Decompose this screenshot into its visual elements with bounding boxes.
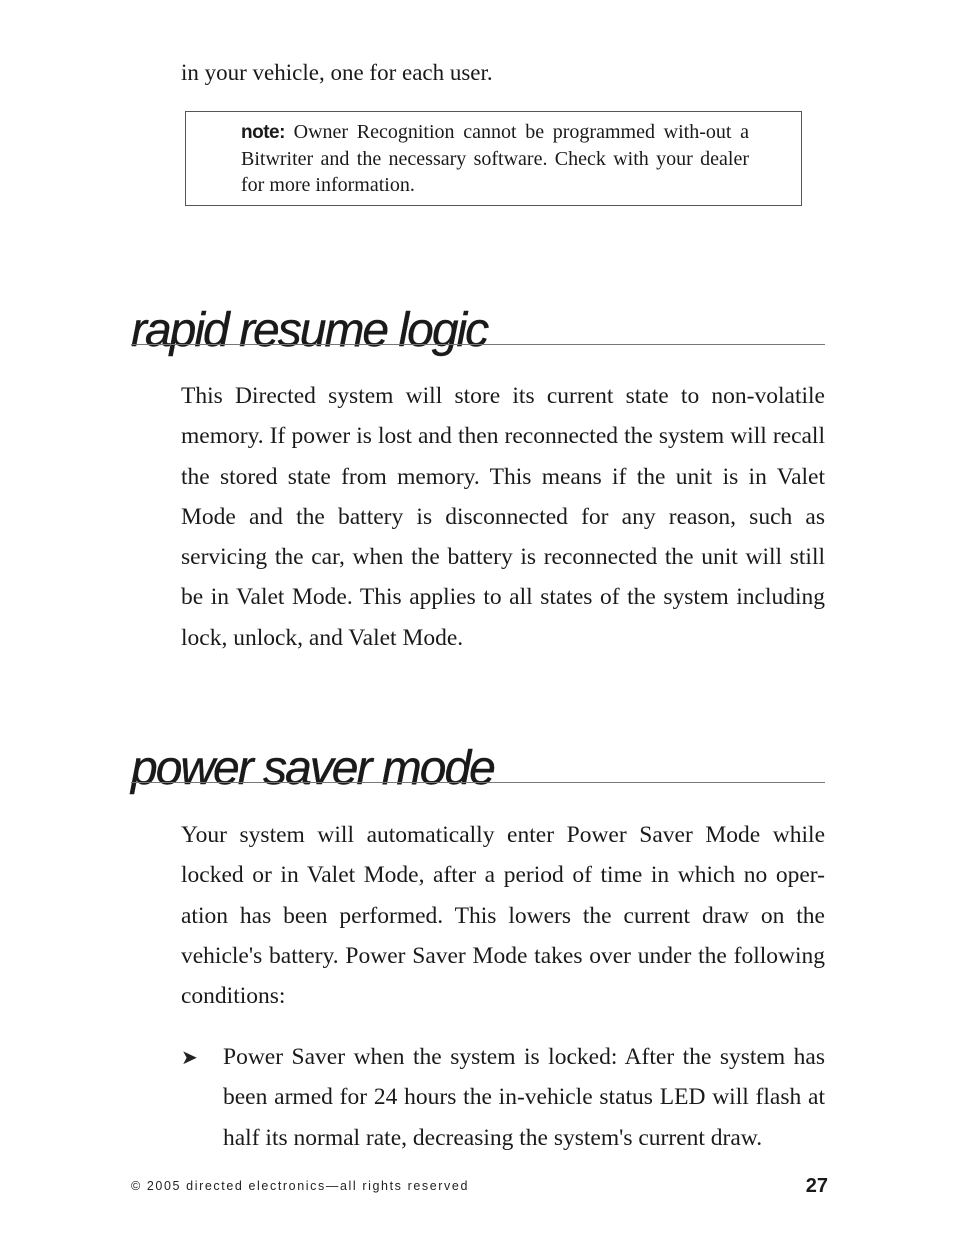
arrow-bullet-icon: ➤	[181, 1045, 198, 1069]
heading-rule	[131, 344, 825, 345]
intro-text: in your vehicle, one for each user.	[181, 60, 493, 85]
rapid-resume-paragraph: This Directed system will store its current state to non-volatile memory. If power is lost and then reconnected the system will recall the stored state from memory. This means if the unit is in Valet Mode and the battery is disconnected for any reason, such as servicing the car, when the battery is reconnected the unit will still be in Valet Mode. This applies to all states of the system including lock, unlock, and Valet Mode.	[181, 383, 825, 651]
note-content	[241, 119, 749, 198]
note-body: Owner Recognition cannot be programmed with-out a Bitwriter and the necessary software. Check with your dealer for more information.	[241, 121, 749, 196]
section-heading: power saver mode	[131, 742, 494, 795]
footer-copyright: © 2005 directed electronics—all rights reserved	[131, 1179, 470, 1193]
power-saver-paragraph: Your system will automatically enter Power Saver Mode while locked or in Valet Mode, after a period of time in which no oper-ation has been performed. This lowers the current draw on the vehicle's battery. Power Saver Mode takes over under the following conditions:	[181, 822, 825, 1010]
note-box	[185, 111, 802, 206]
section-heading: rapid resume logic	[131, 304, 488, 357]
section-power-saver-mode	[131, 744, 825, 794]
section-rapid-resume-logic	[131, 306, 825, 356]
heading-rule	[131, 782, 825, 783]
bullet-text: Power Saver when the system is locked: After the system has been armed for 24 hours the in-vehicle status LED will flash at half its normal rate, decreasing the system's current draw.	[223, 1044, 825, 1151]
page-number: 27	[805, 1175, 828, 1197]
note-label: note:	[241, 122, 285, 143]
